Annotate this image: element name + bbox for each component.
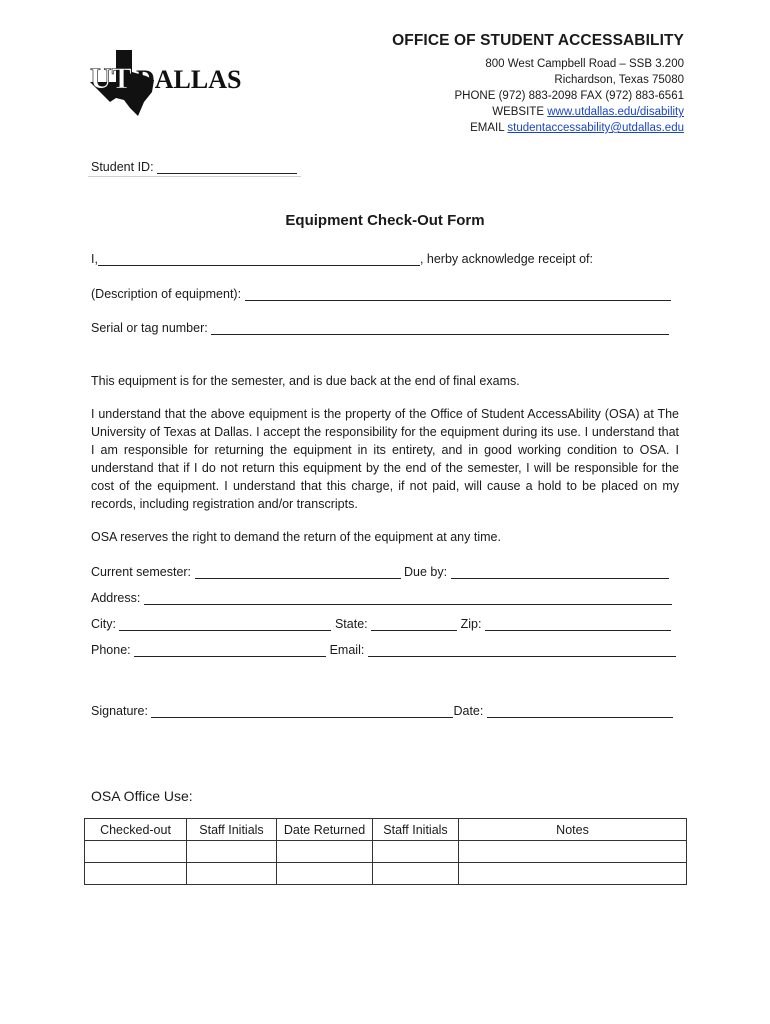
email-field-label: Email: [329, 643, 365, 657]
acknowledge-text: , herby acknowledge receipt of: [419, 252, 593, 266]
description-row [91, 286, 671, 301]
due-by-label: Due by: [404, 565, 448, 579]
description-field[interactable] [245, 286, 671, 301]
table-cell[interactable] [277, 863, 373, 885]
email-label: EMAIL [470, 122, 505, 134]
city-label: City: [91, 617, 116, 631]
address-field[interactable] [144, 590, 672, 605]
table-cell[interactable] [373, 863, 459, 885]
zip-field[interactable] [485, 616, 671, 631]
city-field[interactable] [119, 616, 331, 631]
table-header-row [85, 819, 687, 841]
table-cell[interactable] [277, 841, 373, 863]
table-cell[interactable] [373, 841, 459, 863]
name-field[interactable] [98, 251, 420, 266]
col-notes: Notes [459, 819, 687, 841]
serial-label: Serial or tag number: [91, 321, 208, 335]
phone-email-row [91, 642, 676, 657]
website-line [492, 104, 684, 120]
student-id-field[interactable] [157, 159, 297, 174]
website-label: WEBSITE [492, 106, 544, 118]
osa-rights-note: OSA reserves the right to demand the return of the equipment at any time. [91, 530, 501, 544]
description-label: (Description of equipment): [91, 287, 242, 301]
table-cell[interactable] [85, 841, 187, 863]
svg-text:DALLAS: DALLAS [136, 65, 242, 94]
office-use-heading: OSA Office Use: [91, 788, 193, 804]
email-field[interactable] [368, 642, 676, 657]
table-cell[interactable] [187, 863, 277, 885]
state-label: State: [334, 617, 368, 631]
phone-field[interactable] [134, 642, 326, 657]
current-semester-field[interactable] [195, 564, 401, 579]
table-cell[interactable] [187, 841, 277, 863]
table-cell[interactable] [459, 841, 687, 863]
office-name: OFFICE OF STUDENT ACCESSABILITY [392, 32, 684, 49]
student-id-label: Student ID: [91, 160, 154, 174]
current-semester-label: Current semester: [91, 565, 192, 579]
address-label: Address: [91, 591, 141, 605]
date-field[interactable] [487, 703, 673, 718]
address-row [91, 590, 672, 605]
table-cell[interactable] [85, 863, 187, 885]
serial-field[interactable] [211, 320, 669, 335]
table-row [85, 863, 687, 885]
i-prefix: I, [91, 252, 98, 266]
col-date-returned: Date Returned [277, 819, 373, 841]
email-link[interactable]: studentaccessability@utdallas.edu [507, 122, 684, 134]
ut-dallas-logo [88, 48, 268, 120]
address-line-1: 800 West Campbell Road – SSB 3.200 [485, 58, 684, 70]
table-row [85, 841, 687, 863]
table-cell[interactable] [459, 863, 687, 885]
form-title: Equipment Check-Out Form [285, 212, 485, 229]
zip-label: Zip: [460, 617, 482, 631]
name-row [91, 251, 593, 266]
email-line [470, 120, 684, 136]
signature-row [91, 703, 673, 718]
state-field[interactable] [371, 616, 457, 631]
address-line-2: Richardson, Texas 75080 [554, 74, 684, 86]
divider [88, 176, 301, 177]
student-id-row [91, 159, 297, 174]
phone-label: Phone: [91, 643, 131, 657]
col-checked-out: Checked-out [85, 819, 187, 841]
svg-text:UT: UT [90, 62, 132, 95]
col-staff-initials: Staff Initials [187, 819, 277, 841]
agreement-paragraph: I understand that the above equipment is the property of the Office of Student AccessAbility (OSA) at The University of Texas at Dallas. I accept the responsibility for the equipment during its use. I understand that I am responsible for returning the equipment in its entirety, and in good working condition to OSA. I understand that if I do not return this equipment by the end of the semester, I will be responsible for the cost of the equipment. I understand that this charge, if not paid, will cause a hold to be placed on my records, including registration and/or transcripts. [91, 407, 679, 511]
semester-note: This equipment is for the semester, and is due back at the end of final exams. [91, 374, 520, 388]
phone-fax: PHONE (972) 883-2098 FAX (972) 883-6561 [454, 90, 684, 102]
col-staff-initials-2: Staff Initials [373, 819, 459, 841]
city-state-zip-row [91, 616, 671, 631]
due-by-field[interactable] [451, 564, 669, 579]
serial-row [91, 320, 669, 335]
website-link[interactable]: www.utdallas.edu/disability [547, 106, 684, 118]
date-label: Date: [453, 704, 484, 718]
semester-row [91, 564, 669, 579]
signature-field[interactable] [151, 703, 453, 718]
signature-label: Signature: [91, 704, 148, 718]
office-use-table [84, 818, 687, 885]
